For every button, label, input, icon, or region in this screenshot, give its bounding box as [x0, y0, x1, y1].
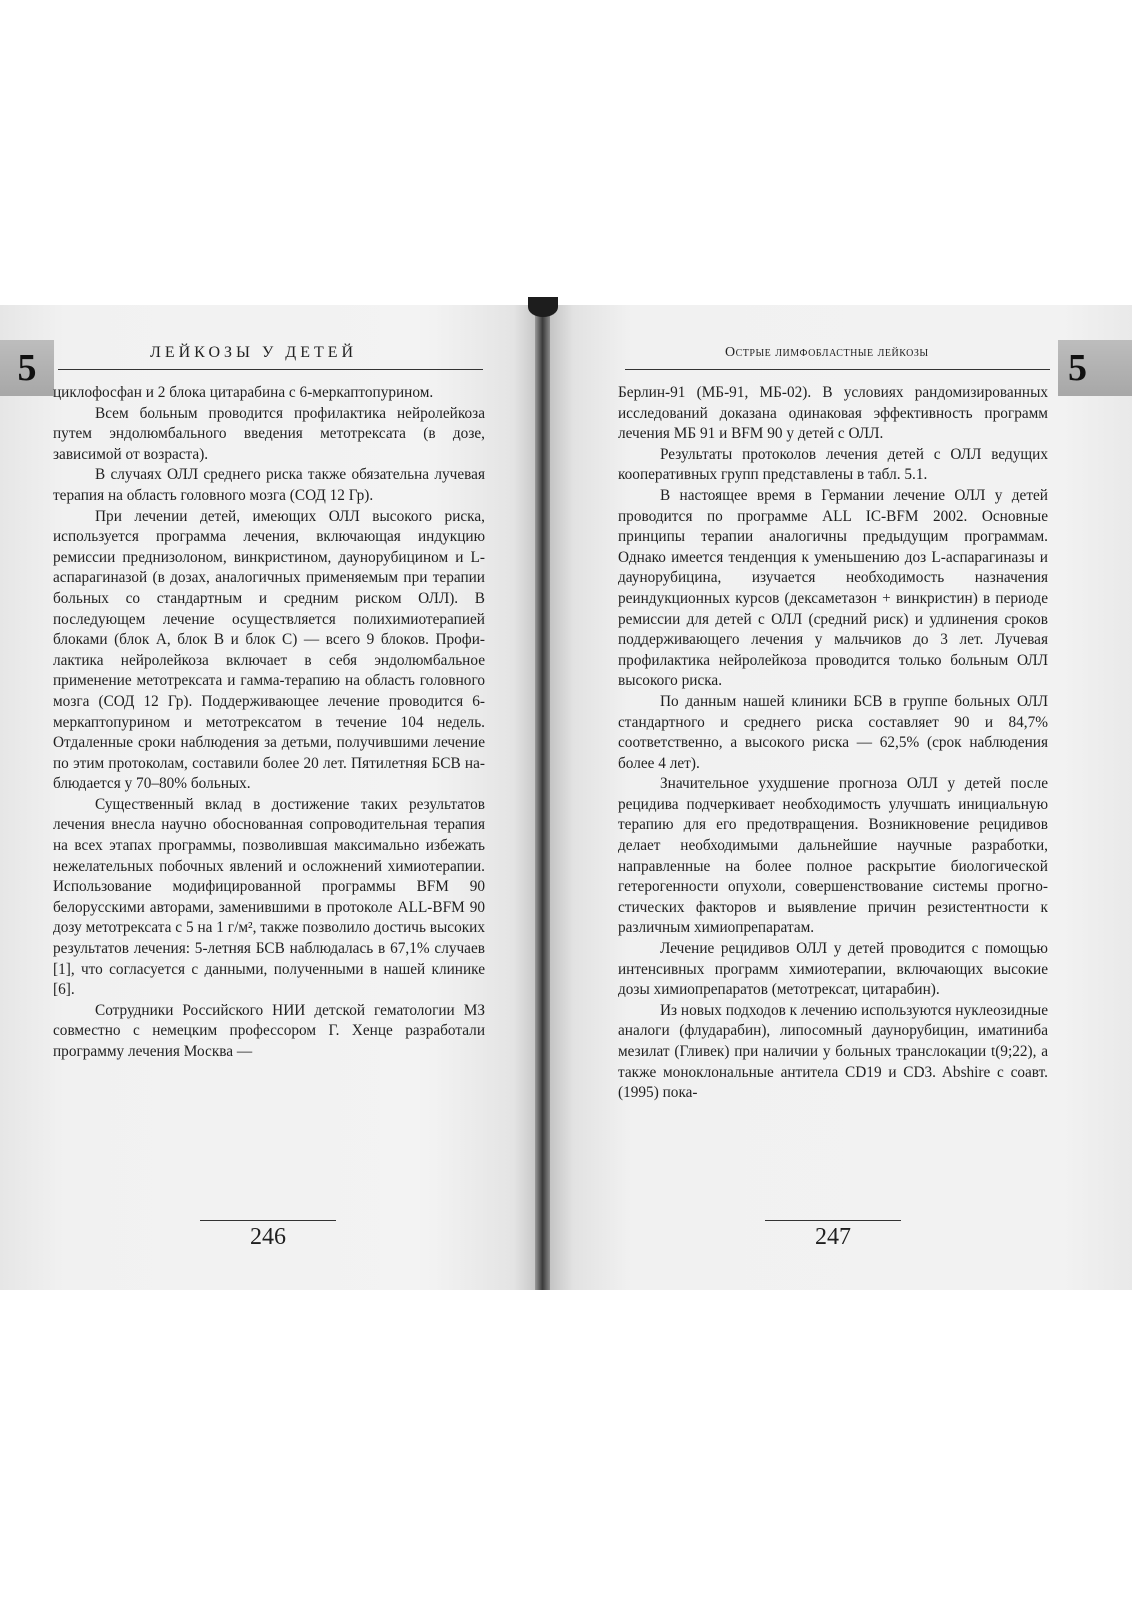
header-rule-right: [625, 369, 1050, 370]
page-number-right: 247: [815, 1224, 851, 1250]
paragraph: В настоящее время в Германии лечение ОЛЛ у детей проводится по программе ALL IC-BFM 2002. Основные принципы терапии аналогичны предыдущим программам. Однако имеется тенденция к уменьшению доз L-аспарагиназы и даунорубицина, изучается необходимость назначения реиндукционных курсов (дексаметазон + винкристин) в периоде ремиссии для детей с ОЛЛ (средний риск) и удлинения сроков поддерживающего лечения у мальчиков до 3 лет. Лучевая профилактика нейролейкоза проводится только больным ОЛЛ высокого риска.: [618, 486, 1048, 690]
paragraph: Результаты протоколов лечения детей с ОЛЛ ведущих кооперативных групп представлены в табл. 5.1.: [618, 445, 1048, 484]
book-spread: [0, 305, 1132, 1290]
paragraph: Лечение рецидивов ОЛЛ у детей проводится с помощью интенсивных программ химиотерапии, включающих высокие дозы химиопрепаратов (метотрексат, цитарабин).: [618, 940, 1048, 999]
header-rule-left: [58, 369, 483, 370]
right-page-body: [618, 383, 1048, 1104]
right-page: [550, 305, 1132, 1290]
book-gutter: [535, 305, 550, 1290]
paragraph: При лечении детей, имеющих ОЛЛ высокого риска, используется программа лечения, включающая индукцию ремиссии преднизолоном, винкристином, даунорубицином и L-аспарагиназой (в дозах, аналогичных применяемым при терапии больных со стандартным и средним риском ОЛЛ). В последующем лечение осуществляется полихимиотерапией блоками (блок А, блок В и блок С) — всего 9 блоков. Профилактика нейролейкоза включает в себя эндолюмбальное применение метотрексата и гамма-терапию на область головного мозга (СОД 12 Гр). Поддерживающее лечение проводится 6-меркаптопурином и метотрексатом в течение 104 недель. Отдаленные сроки наблюдения за детьми, получившими лечение по этим протоколам, составили более 20 лет. Пятилетняя БСВ наблюдается у 70–80% больных.: [53, 507, 485, 793]
page-number-left: 246: [250, 1224, 286, 1250]
running-head-right: Острые лимфобластные лейкозы: [725, 345, 929, 360]
paragraph: В случаях ОЛЛ среднего риска также обязательна лучевая терапия на область головного мозга (СОД 12 Гр).: [53, 466, 485, 504]
paragraph: Из новых подходов к лечению используются нуклеозидные аналоги (флударабин), липосомный даунорубицин, иматиниба мезилат (Гливек) при наличии у больных транслокации t(9;22), а также моноклональные антитела CD19 и CD3. Abshire с соавт. (1995) пока-: [618, 1001, 1048, 1102]
chapter-tab-right: 5: [1058, 340, 1132, 396]
left-page: [0, 305, 535, 1290]
paragraph: Берлин-91 (МБ-91, МБ-02). В условиях рандомизированных исследований доказана одинаковая эффективность программ лечения МБ 91 и BFM 90 у детей с ОЛЛ.: [618, 384, 1048, 443]
paragraph: Значительное ухудшение прогноза ОЛЛ у детей после рецидива подчеркивает необходимость улучшать инициальную терапию для его предотвращения. Возникновение рецидивов делает необходимыми дальнейшие научные разработки, направленные на более полное раскрытие биологической гетерогенности опухоли, совершенствование системы прогностических факторов и выявление причин резистентности к различным химиопрепаратам.: [618, 775, 1048, 937]
left-page-body: [53, 383, 485, 1063]
running-head-left: ЛЕЙКОЗЫ У ДЕТЕЙ: [150, 344, 358, 361]
paragraph: циклофосфан и 2 блока цитарабина с 6-меркаптопурином.: [53, 384, 434, 401]
paragraph: Сотрудники Российского НИИ детской гематологии МЗ совместно с немецким профессором Г. Хенце разработали программу лечения Москва —: [53, 1001, 485, 1060]
paragraph: Существенный вклад в достижение таких результатов лечения внесла научно обоснованная сопроводительная терапия на всех этапах программы, позволившая максимально избежать нежелательных побочных явлений и осложнений химиотерапии. Использование модифицированной программы BFM 90 белорусскими авторами, заменившими в протоколе ALL-BFM 90 дозу метотрексата с 5 на 1 г/м², также позволило достичь высоких результатов лечения: 5-летняя БСВ наблюдалась в 67,1% случаев [1], что согласуется с данными, полученными в нашей клинике [6].: [53, 795, 485, 999]
spine-shadow: [528, 297, 558, 317]
chapter-tab-left: 5: [0, 340, 54, 396]
paragraph: Всем больным проводится профилактика нейролейкоза путем эндолюмбального введения метотрексата (в дозе, зависимой от возраста).: [53, 404, 485, 463]
paragraph: По данным нашей клиники БСВ в группе больных ОЛЛ стандартного и среднего риска составляет 90 и 84,7% соответственно, а высокого риска — 62,5% (срок наблюдения более 4 лет).: [618, 692, 1048, 772]
